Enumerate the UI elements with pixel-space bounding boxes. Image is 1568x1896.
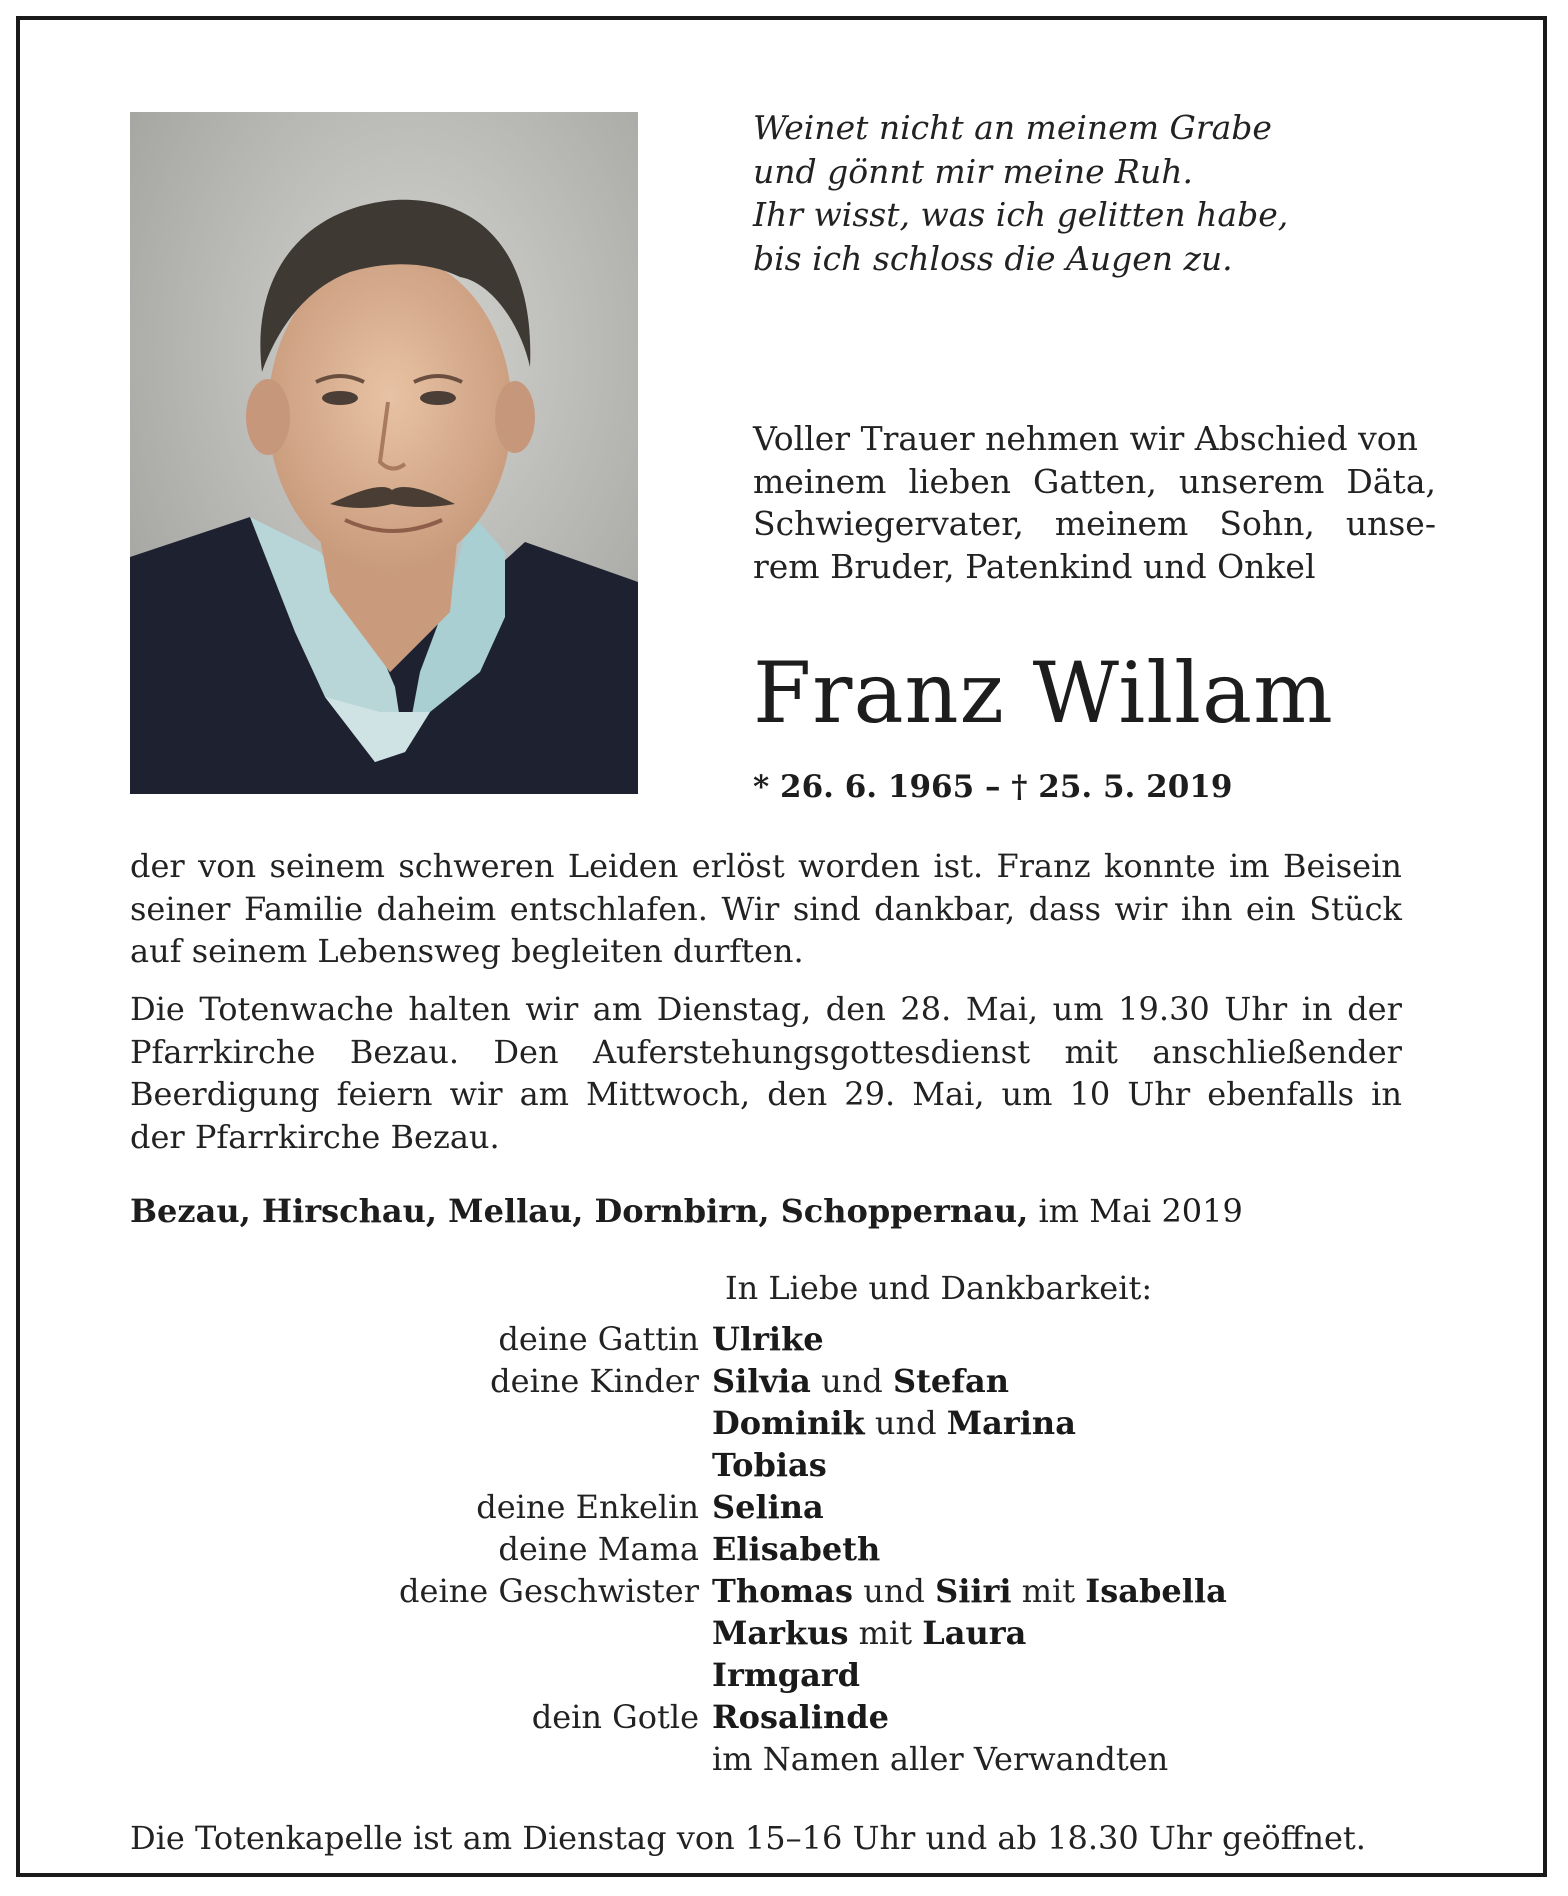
- deceased-name: Franz Willam: [753, 644, 1334, 742]
- word: Sohn,: [1219, 504, 1315, 543]
- word: in: [1301, 990, 1333, 1028]
- relative-name: Ulrike: [712, 1320, 824, 1358]
- body-line: [130, 1031, 1402, 1074]
- connector-text: mit: [848, 1614, 923, 1652]
- relative-names: [712, 1696, 889, 1738]
- signature-row: [130, 1696, 1430, 1738]
- signature-row: [130, 1612, 1430, 1654]
- connector-text: mit: [1011, 1572, 1086, 1610]
- relative-names: [712, 1528, 880, 1570]
- word: wir: [1114, 889, 1168, 928]
- word: konnte: [1103, 847, 1216, 885]
- relation-label: [130, 1444, 712, 1486]
- signature-row: [130, 1444, 1430, 1486]
- intro-line: [753, 461, 1436, 504]
- poem-line: Weinet nicht an meinem Grabe: [753, 108, 1272, 147]
- word: im: [1229, 847, 1270, 885]
- word: sind: [792, 889, 861, 928]
- intro-line: [753, 503, 1436, 546]
- relative-name: Elisabeth: [712, 1530, 881, 1568]
- word: worden: [798, 847, 921, 885]
- relative-names: [712, 1402, 1076, 1444]
- signature-row: [130, 1486, 1430, 1528]
- relative-name: Selina: [712, 1488, 824, 1526]
- signature-row: [130, 1528, 1430, 1570]
- relative-name: Tobias: [712, 1446, 827, 1484]
- intro-paragraph: [753, 418, 1436, 588]
- body-line: [130, 845, 1402, 888]
- word: 28.: [900, 990, 952, 1028]
- signature-row: [130, 1318, 1430, 1360]
- word: unserem: [1178, 461, 1325, 501]
- relative-name: Markus: [712, 1614, 849, 1652]
- word: ihn: [1180, 889, 1233, 928]
- poem: [753, 106, 1288, 280]
- word: meinem: [753, 461, 887, 501]
- closing-note: Die Totenkapelle ist am Dienstag von 15–16 Uhr und ab 18.30 Uhr geöffnet.: [130, 1819, 1366, 1857]
- word: Schwiegervater,: [753, 504, 1024, 543]
- word: Däta,: [1346, 461, 1436, 501]
- signature-row: [130, 1738, 1430, 1780]
- word: anschließender: [1152, 1032, 1402, 1071]
- word: 10: [1069, 1075, 1111, 1113]
- word: 19.30: [1118, 990, 1210, 1028]
- word: ein: [1245, 889, 1296, 928]
- word: halten: [408, 990, 511, 1028]
- word: dankbar,: [874, 889, 1016, 928]
- word: dass: [1028, 889, 1102, 928]
- body-line: [130, 988, 1402, 1031]
- relative-name: Marina: [946, 1404, 1076, 1442]
- connector-text: und: [810, 1362, 893, 1400]
- relative-names: [712, 1738, 1168, 1780]
- relative-name: Rosalinde: [712, 1698, 889, 1736]
- word: Stück: [1309, 889, 1402, 928]
- word: Bezau.: [349, 1032, 459, 1071]
- word: der: [1347, 990, 1402, 1028]
- word: den: [825, 990, 886, 1028]
- word: der: [130, 847, 185, 885]
- word: Familie: [243, 889, 364, 928]
- relative-names: [712, 1360, 1009, 1402]
- word: Uhr: [1127, 1075, 1191, 1113]
- relation-label: deine Kinder: [490, 1362, 699, 1400]
- body-line: der Pfarrkirche Bezau.: [130, 1117, 500, 1156]
- relation-label: deine Gattin: [498, 1320, 699, 1358]
- word: Gatten,: [1033, 461, 1157, 501]
- word: wir: [525, 990, 579, 1028]
- word: am: [519, 1075, 569, 1113]
- word: daheim: [376, 889, 497, 928]
- word: von: [198, 847, 257, 885]
- word: wir: [449, 1075, 503, 1113]
- word: seiner: [130, 889, 231, 928]
- word: ist.: [933, 847, 984, 885]
- word: am: [592, 990, 643, 1028]
- word: Uhr: [1224, 990, 1288, 1028]
- word: Wir: [721, 889, 780, 928]
- word: Den: [493, 1032, 559, 1071]
- relative-names: [712, 1612, 1026, 1654]
- body-paragraph-2: [130, 988, 1402, 1158]
- word: Franz: [996, 847, 1091, 885]
- relative-names: [712, 1654, 860, 1696]
- signature-row: [130, 1402, 1430, 1444]
- relative-name: Dominik: [712, 1404, 865, 1442]
- word: 29.: [844, 1075, 896, 1113]
- poem-line: und gönnt mir meine Ruh.: [753, 151, 1193, 191]
- connector-text: und: [853, 1572, 936, 1610]
- relative-name: Silvia: [712, 1362, 811, 1400]
- places-date: im Mai 2019: [1028, 1192, 1243, 1230]
- word: Mai,: [912, 1075, 985, 1113]
- word: Totenwache: [199, 990, 394, 1028]
- word: Dienstag,: [656, 990, 812, 1028]
- relative-name: Thomas: [712, 1572, 854, 1610]
- body-line: auf seinem Lebensweg begleiten durften.: [130, 932, 804, 970]
- body-line: [130, 1073, 1402, 1116]
- relative-name: Isabella: [1085, 1572, 1227, 1610]
- word: um: [1052, 990, 1104, 1028]
- thanks-heading: In Liebe und Dankbarkeit:: [725, 1269, 1153, 1307]
- signatures-list: [130, 1318, 1430, 1780]
- signature-row: [130, 1360, 1430, 1402]
- relation-label: deine Enkelin: [476, 1488, 699, 1526]
- word: unse-: [1345, 504, 1436, 543]
- places-line: [130, 1190, 1243, 1232]
- word: um: [1001, 1075, 1053, 1113]
- word: Leiden: [567, 847, 679, 885]
- word: lieben: [908, 461, 1011, 501]
- relative-name: Laura: [922, 1614, 1027, 1652]
- portrait-photo: [130, 112, 638, 794]
- word: Die: [130, 990, 185, 1028]
- relative-name: Siiri: [935, 1572, 1012, 1610]
- relation-label: deine Mama: [498, 1530, 699, 1568]
- word: den: [767, 1075, 828, 1113]
- word: feiern: [336, 1075, 433, 1113]
- word: Auferstehungsgottesdienst: [592, 1032, 1031, 1071]
- relation-label: deine Geschwister: [399, 1572, 699, 1610]
- word: Beisein: [1283, 847, 1402, 885]
- signature-row: [130, 1654, 1430, 1696]
- body-line: [130, 888, 1402, 931]
- relative-names: [712, 1444, 827, 1486]
- body-paragraph-1: [130, 845, 1402, 973]
- intro-line: rem Bruder, Patenkind und Onkel: [753, 546, 1316, 586]
- places-bold: Bezau, Hirschau, Mellau, Dornbirn, Schoppernau,: [130, 1192, 1029, 1230]
- signature-row: [130, 1570, 1430, 1612]
- word: Mai,: [965, 990, 1039, 1028]
- relation-label: [130, 1402, 712, 1444]
- relation-label: [130, 1738, 712, 1780]
- word: schweren: [398, 847, 555, 885]
- word: Mittwoch,: [586, 1075, 751, 1113]
- relation-label: dein Gotle: [531, 1698, 699, 1736]
- poem-line: Ihr wisst, was ich gelitten habe,: [753, 195, 1289, 234]
- relative-name: Irmgard: [712, 1656, 861, 1694]
- intro-line: Voller Trauer nehmen wir Abschied von: [753, 419, 1418, 458]
- word: Pfarrkirche: [130, 1032, 316, 1071]
- word: mit: [1064, 1032, 1118, 1071]
- word: in: [1371, 1075, 1402, 1113]
- word: seinem: [269, 847, 385, 885]
- relative-names: [712, 1570, 1227, 1612]
- word: Beerdigung: [130, 1075, 320, 1113]
- poem-line: bis ich schloss die Augen zu.: [753, 238, 1233, 278]
- relation-label: [130, 1654, 712, 1696]
- connector-text: im Namen aller Verwandten: [712, 1740, 1169, 1778]
- relative-names: [712, 1486, 824, 1528]
- word: ebenfalls: [1207, 1075, 1355, 1113]
- word: entschlafen.: [509, 889, 708, 928]
- connector-text: und: [864, 1404, 947, 1442]
- relation-label: [130, 1612, 712, 1654]
- relative-names: [712, 1318, 824, 1360]
- relative-name: Stefan: [892, 1362, 1009, 1400]
- life-dates: * 26. 6. 1965 – † 25. 5. 2019: [753, 769, 1233, 805]
- word: erlöst: [691, 847, 785, 885]
- word: meinem: [1054, 504, 1189, 543]
